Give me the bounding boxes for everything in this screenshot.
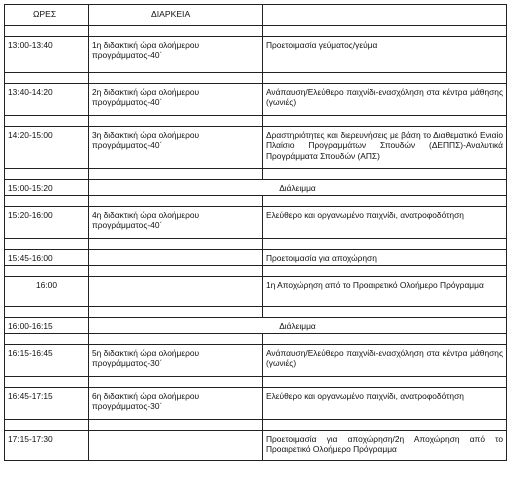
time-cell: 16:00-16:15 [5, 318, 89, 334]
time-cell: 15:45-16:00 [5, 250, 89, 266]
table-row [5, 37, 507, 73]
table-row [5, 84, 507, 116]
duration-header: ΔΙΑΡΚΕΙΑ [89, 5, 263, 26]
duration-cell [89, 250, 263, 266]
time-cell: 14:20-15:00 [5, 127, 89, 169]
duration-cell: 3η διδακτική ώρα ολοήμερου προγράμματος-40΄ [89, 127, 263, 169]
table-row [5, 250, 507, 266]
activity-cell: Ελεύθερο και οργανωμένο παιχνίδι, ανατροφοδότηση [263, 207, 507, 239]
time-cell: 15:00-15:20 [5, 180, 89, 196]
duration-cell: 5η διδακτική ώρα ολοήμερου προγράμματος-30΄ [89, 345, 263, 377]
spacer-row [5, 26, 507, 37]
activity-cell: Ανάπαυση/Ελεύθερο παιχνίδι-ενασχόληση στα κέντρα μάθησης (γωνιές) [263, 84, 507, 116]
duration-cell: 6η διδακτική ώρα ολοήμερου προγράμματος-30΄ [89, 388, 263, 420]
hours-header: ΩΡΕΣ [5, 5, 89, 26]
spacer-row [5, 266, 507, 277]
time-cell: 13:00-13:40 [5, 37, 89, 73]
activity-cell: Ανάπαυση/Ελεύθερο παιχνίδι-ενασχόληση στα κέντρα μάθησης (γωνιές) [263, 345, 507, 377]
activity-cell: 1η Αποχώρηση από το Προαιρετικό Ολοήμερο Πρόγραμμα [263, 277, 507, 307]
duration-cell [89, 431, 263, 461]
spacer-row [5, 73, 507, 84]
spacer-row [5, 169, 507, 180]
time-cell: 15:20-16:00 [5, 207, 89, 239]
break-cell: Διάλειμμα [89, 180, 507, 196]
table-row [5, 388, 507, 420]
activity-cell: Ελεύθερο και οργανωμένο παιχνίδι, ανατροφοδότηση [263, 388, 507, 420]
break-cell: Διάλειμμα [89, 318, 507, 334]
activity-cell: Προετοιμασία γεύματος/γεύμα [263, 37, 507, 73]
time-cell: 16:00 [5, 277, 89, 307]
header-row [5, 5, 507, 26]
table-row [5, 277, 507, 307]
duration-cell [89, 277, 263, 307]
spacer-row [5, 116, 507, 127]
spacer-row [5, 196, 507, 207]
schedule-table [4, 4, 507, 461]
spacer-row [5, 334, 507, 345]
duration-cell: 4η διδακτική ώρα ολοήμερου προγράμματος-40΄ [89, 207, 263, 239]
spacer-row [5, 307, 507, 318]
spacer-row [5, 420, 507, 431]
table-row [5, 431, 507, 461]
duration-cell: 1η διδακτική ώρα ολοήμερου προγράμματος-40΄ [89, 37, 263, 73]
activity-cell: Δραστηριότητες και διερευνήσεις με βάση το Διαθεματικό Ενιαίο Πλαίσιο Προγραμμάτων Σπουδών (ΔΕΠΠΣ)-Αναλυτικά Προγράμματα Σπουδών (ΑΠΣ) [263, 127, 507, 169]
activity-header [263, 5, 507, 26]
time-cell: 17:15-17:30 [5, 431, 89, 461]
duration-cell: 2η διδακτική ώρα ολοήμερου προγράμματος-40΄ [89, 84, 263, 116]
time-cell: 16:15-16:45 [5, 345, 89, 377]
break-row [5, 180, 507, 196]
time-cell: 13:40-14:20 [5, 84, 89, 116]
spacer-row [5, 377, 507, 388]
time-cell: 16:45-17:15 [5, 388, 89, 420]
spacer-row [5, 239, 507, 250]
table-row [5, 127, 507, 169]
table-row [5, 207, 507, 239]
activity-cell: Προετοιμασία για αποχώρηση/2η Αποχώρηση από το Προαιρετικό Ολοήμερο Πρόγραμμα [263, 431, 507, 461]
table-row [5, 345, 507, 377]
break-row [5, 318, 507, 334]
activity-cell: Προετοιμασία για αποχώρηση [263, 250, 507, 266]
